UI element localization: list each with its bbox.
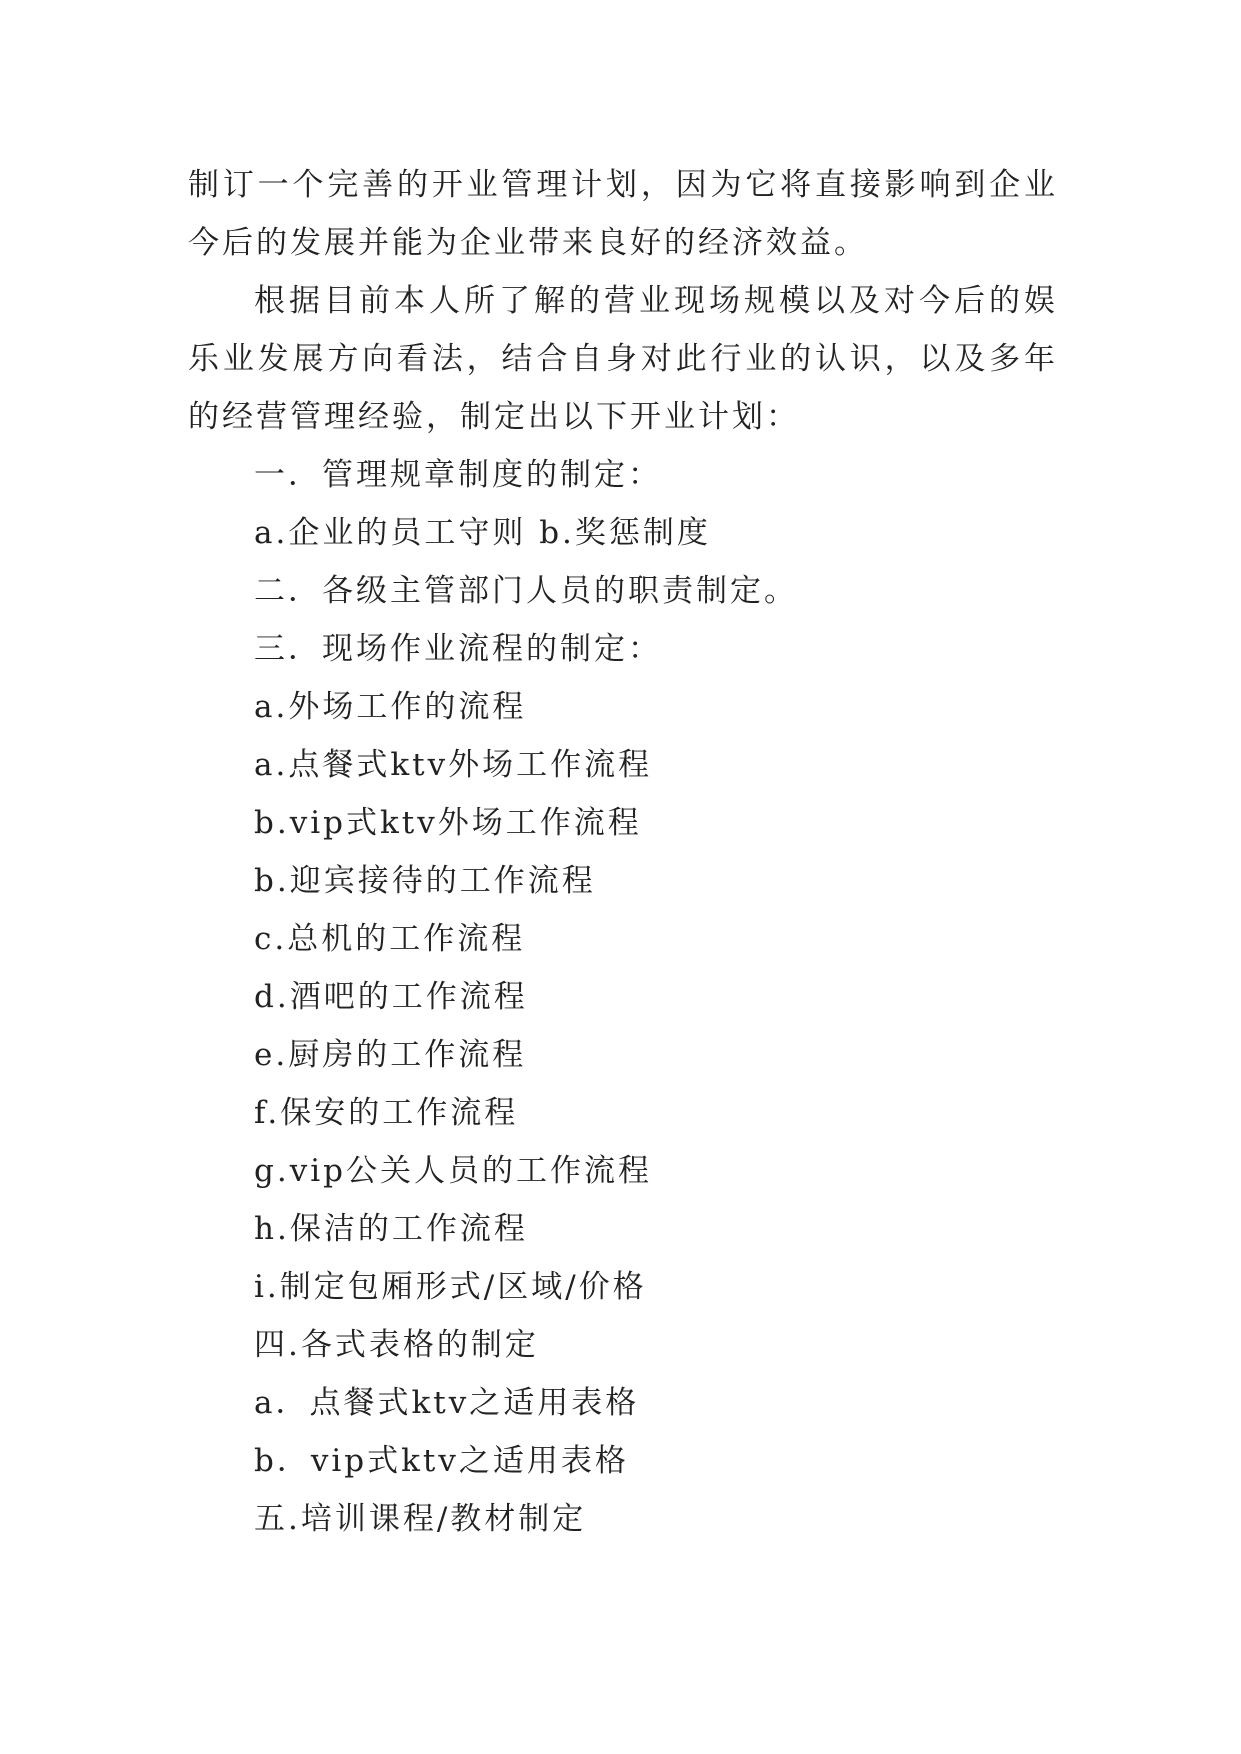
- section-1-items: a.企业的员工守则 b.奖惩制度: [254, 515, 711, 551]
- section-1-heading: 一．管理规章制度的制定：: [254, 457, 662, 493]
- section-2-heading: 二．各级主管部门人员的职责制定。: [254, 573, 798, 609]
- list-item: f.保安的工作流程: [254, 1095, 519, 1131]
- list-item: d.酒吧的工作流程: [254, 979, 528, 1015]
- list-item: e.厨房的工作流程: [254, 1037, 527, 1073]
- section-5-heading: 五.培训课程/教材制定: [254, 1501, 587, 1537]
- list-item: g.vip公关人员的工作流程: [254, 1153, 652, 1189]
- list-item: a．点餐式ktv之适用表格: [254, 1385, 640, 1421]
- list-item: b.迎宾接待的工作流程: [254, 863, 596, 899]
- list-item: a.点餐式ktv外场工作流程: [254, 747, 653, 783]
- plan-basis-paragraph: 根据目前本人所了解的营业现场规模以及对今后的娱乐业发展方向看法，结合自身对此行业的认识，以及多年的经营管理经验，制定出以下开业计划：: [188, 283, 1058, 435]
- list-item: a.外场工作的流程: [254, 689, 527, 725]
- list-item: b．vip式ktv之适用表格: [254, 1443, 629, 1479]
- list-item: h.保洁的工作流程: [254, 1211, 528, 1247]
- list-item: b.vip式ktv外场工作流程: [254, 805, 642, 841]
- intro-paragraph: 制订一个完善的开业管理计划，因为它将直接影响到企业今后的发展并能为企业带来良好的经济效益。: [188, 167, 1058, 261]
- list-item: c.总机的工作流程: [254, 921, 526, 957]
- section-3-heading: 三．现场作业流程的制定：: [254, 631, 662, 667]
- document-body: [188, 156, 1058, 1548]
- list-item: i.制定包厢形式/区域/价格: [254, 1269, 647, 1305]
- section-4-heading: 四.各式表格的制定: [254, 1327, 539, 1363]
